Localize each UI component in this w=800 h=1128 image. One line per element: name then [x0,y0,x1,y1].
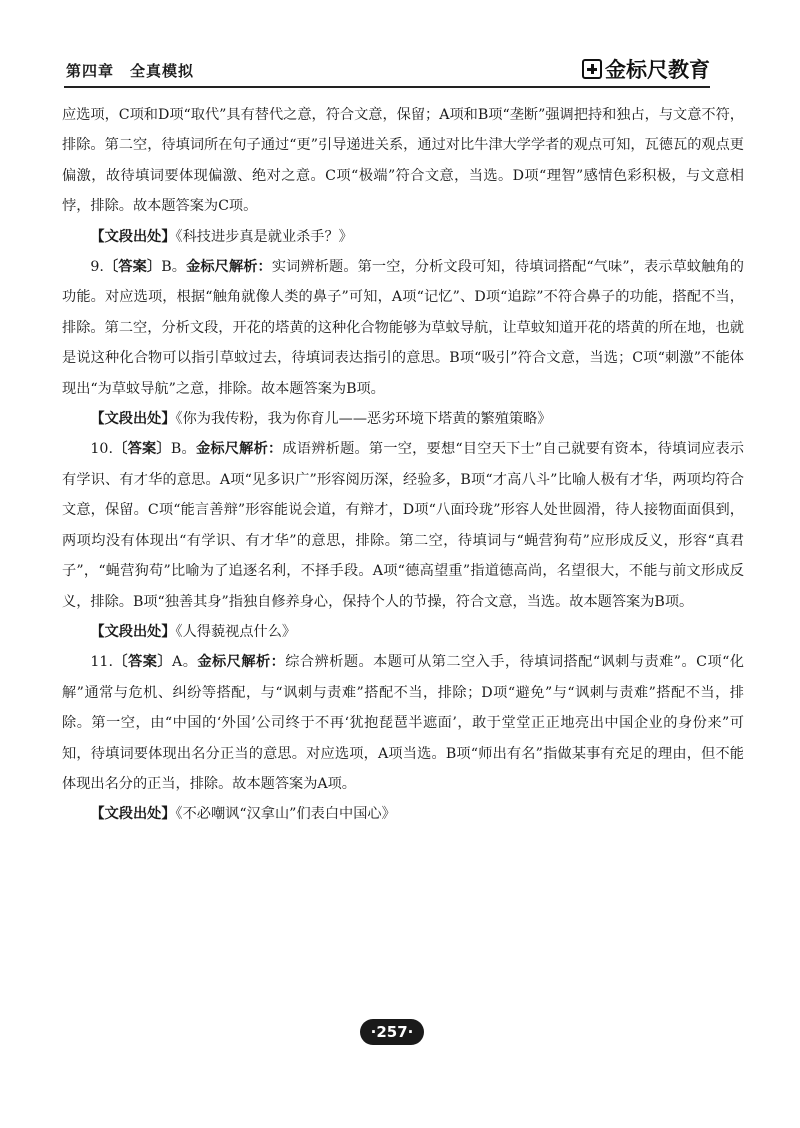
answer-value: B。 [161,259,187,276]
source-title: 《科技进步真是就业杀手？》 [175,228,353,245]
question-number: 9. [90,259,104,276]
source-line [62,222,744,252]
intro-paragraph: 应选项，C项和D项“取代”具有替代之意，符合文意，保留；A项和B项“垄断”强调把持和独占，与文意不符，排除。第二空，待填词所在句子通过“更”引导递进关系，通过对比牛津大学学者的观点可知，瓦德瓦的观点更偏激，故待填词要体现偏激、绝对之意。C项“极端”符合文意，当选。D项“理智”感情色彩积极，与文意相悖，排除。故本题答案为C项。 [62,107,744,215]
question-number: 11. [90,654,113,671]
source-title: 《你为我传粉，我为你育儿——恶劣环境下塔黄的繁殖策略》 [175,411,552,428]
source-tag: 【文段出处】 [90,806,176,823]
source-title: 《不必嘲讽“汉拿山”们表白中国心》 [175,806,396,823]
source-line [62,617,744,647]
analysis-text: 综合辨析题。本题可从第二空入手，待填词搭配“讽刺与责难”。C项“化解”通常与危机、纠纷等搭配，与“讽刺与责难”搭配不当，排除；D项“避免”与“讽刺与责难”搭配不当，排除。第一空，由“中国的‘外国’公司终于不再‘犹抱琵琶半遮面’，敢于堂堂正正地亮出中国企业的身份来”可知，待填词要体现出名分正当的意思。对应选项，A项当选。B项“师出有名”指做某事有充足的理由，但不能体现出名分的正当，排除。故本题答案为A项。 [62,654,744,792]
source-title: 《人得藐视点什么》 [175,623,297,640]
question-paragraph [62,252,744,404]
brand-logo-icon [582,59,602,79]
question-number: 10. [90,441,113,458]
analysis-text: 实词辨析题。第一空，分析文段可知，待填词搭配“气味”，表示草蚊触角的功能。对应选项，根据“触角就像人类的鼻子”可知，A项“记忆”、D项“追踪”不符合鼻子的功能，搭配不当，排除。第二空，分析文段，开花的塔黄的这种化合物能够为草蚊导航，让草蚊知道开花的塔黄的所在地，也就是说这种化合物可以指引草蚊过去，待填词表达指引的意思。B项“吸引”符合文意，当选；C项“刺激”不能体现出“为草蚊导航”之意，排除。故本题答案为B项。 [62,259,744,397]
brand-name: 金标尺教育 [605,58,710,82]
page-number: ·257· [360,1019,424,1045]
answer-tag: 〔答案〕 [112,441,171,458]
source-tag: 【文段出处】 [90,411,176,428]
analysis-label: 金标尺解析： [197,654,286,671]
brand-logo [582,54,710,84]
analysis-text: 成语辨析题。第一空，要想“目空天下士”自己就要有资本，待填词应表示有学识、有才华的意思。A项“见多识广”形容阅历深，经验多，B项“才高八斗”比喻人极有才华，两项均符合文意，保留。C项“能言善辩”形容能说会道，有辩才，D项“八面玲珑”形容人处世圆滑，待人接物面面俱到，两项均没有体现出“有学识、有才华”的意思，排除。第二空，待填词与“蝇营狗苟”应形成反义，形容“真君子”，“蝇营狗苟”比喻为了追逐名利，不择手段。A项“德高望重”指道德高尚，名望很大，不能与前文形成反义，排除。B项“独善其身”指独自修养身心，保持个人的节操，符合文意，当选。故本题答案为B项。 [62,441,744,610]
page-content [62,100,744,830]
answer-value: B。 [170,441,196,458]
source-tag: 【文段出处】 [90,623,176,640]
question-paragraph [62,647,744,799]
analysis-label: 金标尺解析： [186,259,272,276]
source-tag: 【文段出处】 [90,228,176,245]
answer-tag: 〔答案〕 [112,654,173,671]
source-line [62,404,744,434]
chapter-title: 第四章 全真模拟 [66,62,195,80]
page-header [64,56,710,88]
source-line [62,799,744,829]
analysis-label: 金标尺解析： [195,441,283,458]
answer-value: A。 [172,654,198,671]
answer-tag: 〔答案〕 [103,259,162,276]
question-paragraph [62,434,744,616]
